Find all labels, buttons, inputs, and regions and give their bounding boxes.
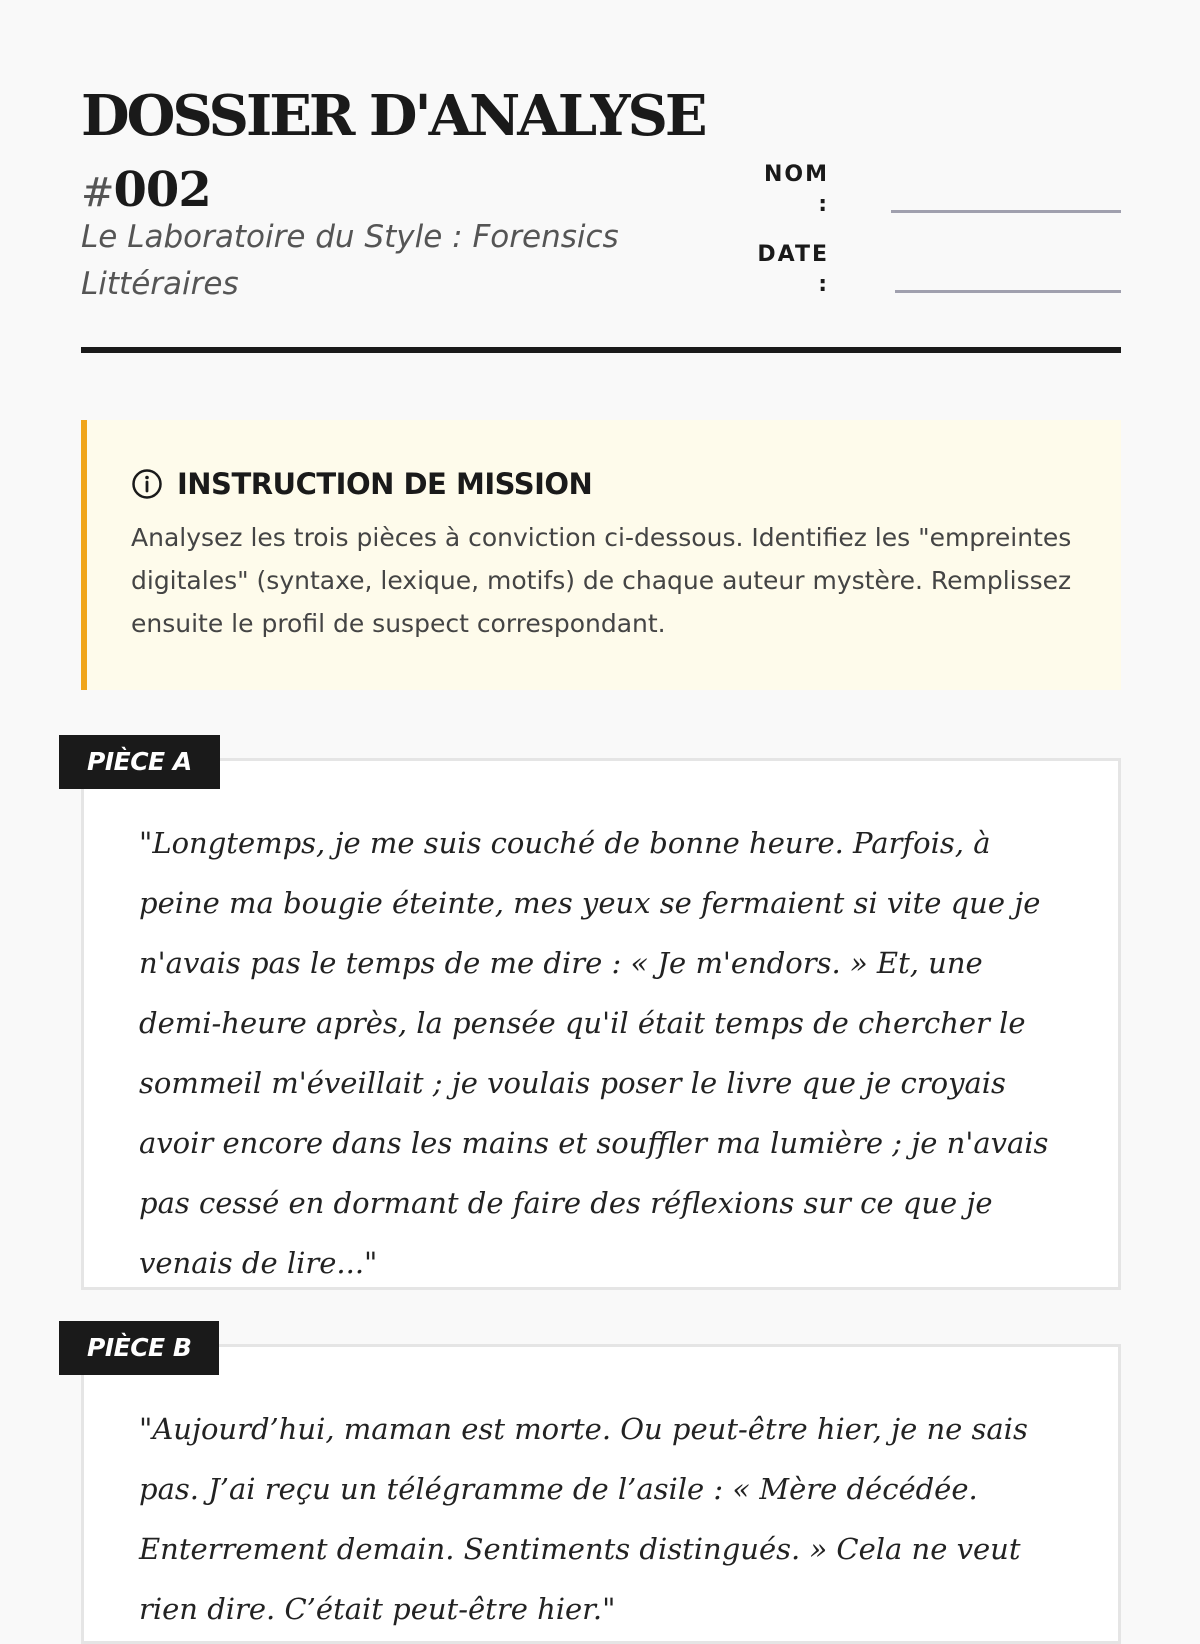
header-divider — [81, 347, 1121, 353]
worksheet-page — [81, 0, 1121, 1626]
piece-a-tag: PIÈCE A — [59, 735, 220, 789]
nom-label-colon: : — [818, 192, 829, 217]
info-circle-icon — [131, 468, 163, 500]
date-field — [729, 238, 1121, 298]
piece-a-text: "Longtemps, je me suis couché de bonne heure. Parfois, à peine ma bougie éteinte, mes yeux se fermaient si vite que je n'avais pas le temps de me dire : « Je m'endors. » Et, une demi-heure après, la pensée qu'il était temps de chercher le sommeil m'éveillait ; je voulais poser le livre que je croyais avoir encore dans les mains et souffler ma lumière ; je n'avais pas cessé en dormant de faire des réflexions sur ce que je venais de lire..." — [139, 826, 1049, 1280]
date-input-line[interactable] — [895, 290, 1121, 293]
nom-field — [729, 158, 1121, 218]
instruction-title: INSTRUCTION DE MISSION — [177, 467, 593, 501]
instruction-body: Analysez les trois pièces à conviction ci-dessous. Identifiez les "empreintes digitales" (syntaxe, lexique, motifs) de chaque auteur mystère. Remplissez ensuite le profil de suspect correspondant. — [131, 523, 1072, 638]
header — [81, 0, 1121, 355]
date-label-colon: : — [818, 272, 829, 297]
instruction-heading — [131, 464, 592, 504]
piece-b-text: "Aujourd’hui, maman est morte. Ou peut-être hier, je ne sais pas. J’ai reçu un télégramme de l’asile : « Mère décédée. Enterrement demain. Sentiments distingués. » Cela ne veut rien dire. C’était peut-être hier." — [139, 1412, 1028, 1626]
piece-b-tag: PIÈCE B — [59, 1321, 219, 1375]
date-label — [729, 238, 829, 298]
date-label-text: DATE — [757, 242, 829, 267]
page-subtitle: Le Laboratoire du Style : Forensics Littéraires — [81, 219, 619, 302]
mission-instruction — [81, 420, 1121, 690]
nom-input-line[interactable] — [891, 210, 1121, 213]
dossier-number-value: 002 — [113, 162, 211, 218]
evidence-piece-a — [81, 747, 1121, 1290]
page-title: DOSSIER D'ANALYSE — [81, 83, 705, 149]
nom-label-text: NOM — [763, 162, 829, 187]
nom-label — [729, 158, 829, 218]
evidence-piece-b — [81, 1333, 1121, 1644]
hash-symbol: # — [81, 170, 114, 216]
